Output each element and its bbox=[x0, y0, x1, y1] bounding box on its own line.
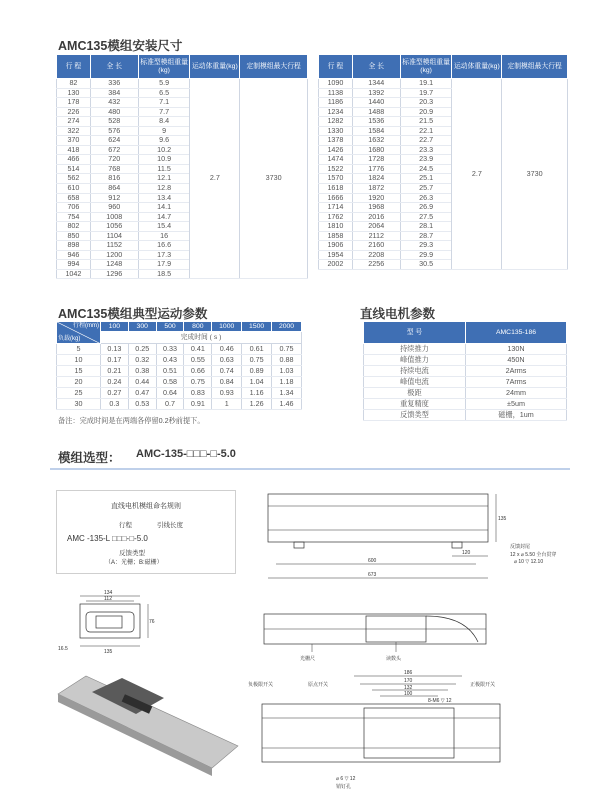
divider bbox=[50, 468, 570, 470]
motor-table bbox=[363, 321, 567, 421]
table-cell: 1234 bbox=[319, 107, 353, 117]
table-cell: 25.7 bbox=[400, 184, 452, 194]
table-cell: 23.3 bbox=[400, 145, 452, 155]
dim-120: 120 bbox=[462, 550, 471, 556]
table-cell: 30 bbox=[57, 399, 101, 410]
dim-134: 134 bbox=[104, 590, 113, 596]
table-cell: 9.6 bbox=[138, 136, 190, 146]
table-row bbox=[57, 366, 302, 377]
stroke-500: 500 bbox=[156, 322, 184, 332]
table-cell: 1104 bbox=[90, 231, 138, 241]
table-cell: 0.46 bbox=[212, 344, 242, 355]
label-m6: 8-M6 ▽ 12 bbox=[428, 698, 452, 704]
table-cell: 1.26 bbox=[242, 399, 272, 410]
col-max-stroke: 定制模组最大行程 bbox=[502, 55, 568, 79]
table-cell: 10.9 bbox=[138, 155, 190, 165]
table-cell: 0.33 bbox=[156, 344, 184, 355]
col-max-stroke: 定制模组最大行程 bbox=[240, 55, 308, 79]
col-stroke: 行 程 bbox=[57, 55, 91, 79]
table-cell: 384 bbox=[90, 88, 138, 98]
table-cell: 898 bbox=[57, 241, 91, 251]
table-cell: 12.8 bbox=[138, 184, 190, 194]
side-view-drawing bbox=[256, 486, 576, 586]
max-stroke-cell: 3730 bbox=[240, 79, 308, 279]
col-moving-weight: 运动体重量(kg) bbox=[190, 55, 240, 79]
label-neg-limit: 负极限开关 bbox=[248, 682, 274, 688]
dim-132: 132 bbox=[404, 685, 413, 691]
table-cell: 2016 bbox=[352, 212, 400, 222]
table-cell: 1522 bbox=[319, 164, 353, 174]
table-cell: 1200 bbox=[90, 250, 138, 260]
table-cell: 1090 bbox=[319, 79, 353, 89]
section1-title: AMC135模组安装尺寸 bbox=[58, 39, 183, 53]
table-cell: 1906 bbox=[319, 241, 353, 251]
col-stroke: 行 程 bbox=[319, 55, 353, 79]
table-cell: 1440 bbox=[352, 98, 400, 108]
table-row bbox=[364, 344, 567, 355]
table-cell: 24.5 bbox=[400, 164, 452, 174]
table-cell: 14.7 bbox=[138, 212, 190, 222]
table-cell: 610 bbox=[57, 184, 91, 194]
table-cell: 0.93 bbox=[212, 388, 242, 399]
table-cell: 802 bbox=[57, 222, 91, 232]
table-cell: 0.84 bbox=[212, 377, 242, 388]
table-cell: 1186 bbox=[319, 98, 353, 108]
table-row bbox=[364, 366, 567, 377]
table-cell: 0.83 bbox=[184, 388, 212, 399]
table-cell: 反馈类型 bbox=[364, 410, 466, 421]
table-row bbox=[364, 388, 567, 399]
table-cell: 0.24 bbox=[101, 377, 129, 388]
table-cell: 658 bbox=[57, 193, 91, 203]
table-row bbox=[57, 399, 302, 410]
table-cell: 22.7 bbox=[400, 136, 452, 146]
table-cell: 1570 bbox=[319, 174, 353, 184]
col-weight: 标准型模组重量(kg) bbox=[400, 55, 452, 79]
stroke-800: 800 bbox=[184, 322, 212, 332]
stroke-300: 300 bbox=[128, 322, 156, 332]
table-cell: 0.66 bbox=[184, 366, 212, 377]
table-cell: 2002 bbox=[319, 260, 353, 270]
table-cell: 2256 bbox=[352, 260, 400, 270]
table-cell: 27.5 bbox=[400, 212, 452, 222]
table-cell: 2160 bbox=[352, 241, 400, 251]
table-cell: 5 bbox=[57, 344, 101, 355]
dim-170: 170 bbox=[404, 678, 413, 684]
table-cell: 1282 bbox=[319, 117, 353, 127]
table-cell: 15 bbox=[57, 366, 101, 377]
table-cell: 29.3 bbox=[400, 241, 452, 251]
table-cell: 0.27 bbox=[101, 388, 129, 399]
table-cell: 1152 bbox=[90, 241, 138, 251]
naming-feedback-options: （A：光栅；B:磁栅） bbox=[105, 560, 163, 566]
table-cell: 11.5 bbox=[138, 164, 190, 174]
table-row bbox=[319, 79, 568, 89]
table-cell: 2208 bbox=[352, 250, 400, 260]
table-cell: 25.1 bbox=[400, 174, 452, 184]
table-cell: 130 bbox=[57, 88, 91, 98]
table-cell: 178 bbox=[57, 98, 91, 108]
table-cell: 0.44 bbox=[128, 377, 156, 388]
middle-view-drawing bbox=[256, 604, 506, 664]
max-stroke-cell: 3730 bbox=[502, 79, 568, 270]
table-cell: 20.9 bbox=[400, 107, 452, 117]
corner-bottom: 负载(kg) bbox=[58, 336, 81, 342]
table-cell: 0.13 bbox=[101, 344, 129, 355]
naming-stroke: 行程 bbox=[119, 522, 132, 529]
table-cell: 562 bbox=[57, 174, 91, 184]
table-cell: 912 bbox=[90, 193, 138, 203]
table-cell: 1056 bbox=[90, 222, 138, 232]
table-cell: 432 bbox=[90, 98, 138, 108]
table-cell: 0.63 bbox=[212, 355, 242, 366]
table-cell: 1680 bbox=[352, 145, 400, 155]
table-cell: 1138 bbox=[319, 88, 353, 98]
table-cell: 29.9 bbox=[400, 250, 452, 260]
naming-code: AMC -135-L □□□-□-5.0 bbox=[67, 534, 148, 543]
dim-673: 673 bbox=[368, 572, 377, 578]
table-cell: 226 bbox=[57, 107, 91, 117]
table-cell: 峰值电流 bbox=[364, 377, 466, 388]
table-cell: 514 bbox=[57, 164, 91, 174]
table-cell: 82 bbox=[57, 79, 91, 89]
table-cell: 1872 bbox=[352, 184, 400, 194]
table-cell: 322 bbox=[57, 126, 91, 136]
table-cell: 0.75 bbox=[272, 344, 302, 355]
table-cell: 576 bbox=[90, 126, 138, 136]
table-cell: 1776 bbox=[352, 164, 400, 174]
install-table-right bbox=[318, 54, 568, 270]
stroke-2000: 2000 bbox=[272, 322, 302, 332]
table-cell: 14.1 bbox=[138, 203, 190, 213]
table-cell: 1.46 bbox=[272, 399, 302, 410]
table-cell: 26.9 bbox=[400, 203, 452, 213]
table-cell: 7Arms bbox=[466, 377, 567, 388]
table-cell: 466 bbox=[57, 155, 91, 165]
table-cell: 重复精度 bbox=[364, 399, 466, 410]
motion-table bbox=[56, 321, 302, 410]
table-cell: 1474 bbox=[319, 155, 353, 165]
table-cell: 16 bbox=[138, 231, 190, 241]
table-cell: 极距 bbox=[364, 388, 466, 399]
dim-100: 100 bbox=[404, 691, 413, 697]
section4-title: 模组选型： bbox=[58, 451, 121, 465]
table-cell: 20.3 bbox=[400, 98, 452, 108]
table-cell: 持续推力 bbox=[364, 344, 466, 355]
table-cell: 1858 bbox=[319, 231, 353, 241]
table-cell: 1632 bbox=[352, 136, 400, 146]
table-cell: 450N bbox=[466, 355, 567, 366]
naming-feedback: 反馈类型 bbox=[119, 550, 145, 557]
table-cell: 0.21 bbox=[101, 366, 129, 377]
table-cell: 0.91 bbox=[184, 399, 212, 410]
table-cell: 0.38 bbox=[128, 366, 156, 377]
table-cell: 274 bbox=[57, 117, 91, 127]
table-row bbox=[57, 344, 302, 355]
table-cell: 1330 bbox=[319, 126, 353, 136]
table-cell: 15.4 bbox=[138, 222, 190, 232]
dim-186: 186 bbox=[404, 670, 413, 676]
table-cell: 17.3 bbox=[138, 250, 190, 260]
naming-lead: 引线长度 bbox=[157, 522, 183, 529]
table-cell: 9 bbox=[138, 126, 190, 136]
table-cell: 28.7 bbox=[400, 231, 452, 241]
table-cell: 624 bbox=[90, 136, 138, 146]
table-cell: 0.25 bbox=[128, 344, 156, 355]
completion-time-header: 完成时间 ( s ) bbox=[101, 332, 302, 344]
table-cell: 0.3 bbox=[101, 399, 129, 410]
motion-note: 备注：完成时间是在两端各停留0.2秒前提下。 bbox=[58, 416, 205, 425]
table-cell: 26.3 bbox=[400, 193, 452, 203]
col-length: 全 长 bbox=[90, 55, 138, 79]
label-pos-limit: 正极限开关 bbox=[470, 682, 496, 688]
table-cell: 1248 bbox=[90, 260, 138, 270]
table-cell: 1920 bbox=[352, 193, 400, 203]
table-cell: 1008 bbox=[90, 212, 138, 222]
motor-header-model: 型 号 bbox=[364, 322, 466, 344]
table-cell: 17.9 bbox=[138, 260, 190, 270]
table-cell: 1536 bbox=[352, 117, 400, 127]
col-moving-weight: 运动体重量(kg) bbox=[452, 55, 502, 79]
table-cell: 480 bbox=[90, 107, 138, 117]
corner-top: 行程(mm) bbox=[73, 323, 99, 329]
table-cell: 1488 bbox=[352, 107, 400, 117]
table-cell: 13.4 bbox=[138, 193, 190, 203]
table-cell: 21.5 bbox=[400, 117, 452, 127]
table-cell: 2112 bbox=[352, 231, 400, 241]
table-row bbox=[57, 388, 302, 399]
model-code: AMC-135-□□□-□-5.0 bbox=[136, 448, 236, 460]
table-cell: 720 bbox=[90, 155, 138, 165]
table-cell: 5.9 bbox=[138, 79, 190, 89]
table-cell: 1.16 bbox=[242, 388, 272, 399]
moving-weight-cell: 2.7 bbox=[452, 79, 502, 270]
top-view-drawing bbox=[248, 668, 510, 808]
table-cell: 0.41 bbox=[184, 344, 212, 355]
table-row bbox=[364, 410, 567, 421]
table-cell: 10.2 bbox=[138, 145, 190, 155]
label-read-head: 读数头 bbox=[386, 656, 402, 662]
table-row bbox=[364, 399, 567, 410]
table-cell: 0.53 bbox=[128, 399, 156, 410]
table-row bbox=[57, 79, 308, 89]
table-cell: 0.51 bbox=[156, 366, 184, 377]
table-cell: 1042 bbox=[57, 269, 91, 279]
table-cell: 1344 bbox=[352, 79, 400, 89]
table-cell: 峰值推力 bbox=[364, 355, 466, 366]
table-cell: 1296 bbox=[90, 269, 138, 279]
section3-title: 直线电机参数 bbox=[360, 307, 436, 321]
dim-135: 135 bbox=[104, 649, 113, 655]
table-row bbox=[57, 355, 302, 366]
install-table-left bbox=[56, 54, 308, 279]
table-cell: 24mm bbox=[466, 388, 567, 399]
table-cell: 0.58 bbox=[156, 377, 184, 388]
label-pin-hole: 销钉孔 bbox=[336, 784, 352, 790]
table-cell: 7.1 bbox=[138, 98, 190, 108]
table-cell: 12.1 bbox=[138, 174, 190, 184]
note-counterbore: ⌀ 10 ▽ 12.10 bbox=[514, 559, 544, 565]
table-cell: 6.5 bbox=[138, 88, 190, 98]
table-cell: 418 bbox=[57, 145, 91, 155]
table-cell: 706 bbox=[57, 203, 91, 213]
table-cell: 1392 bbox=[352, 88, 400, 98]
stroke-1500: 1500 bbox=[242, 322, 272, 332]
table-row bbox=[57, 377, 302, 388]
dim-112: 112 bbox=[104, 596, 112, 602]
table-cell: 1728 bbox=[352, 155, 400, 165]
table-cell: 22.1 bbox=[400, 126, 452, 136]
table-cell: 1378 bbox=[319, 136, 353, 146]
table-cell: 0.88 bbox=[272, 355, 302, 366]
dim-16-5: 16.5 bbox=[58, 646, 68, 652]
table-cell: 8.4 bbox=[138, 117, 190, 127]
table-cell: 768 bbox=[90, 164, 138, 174]
table-cell: 1.04 bbox=[242, 377, 272, 388]
table-cell: 1824 bbox=[352, 174, 400, 184]
table-cell: 0.43 bbox=[156, 355, 184, 366]
table-cell: 850 bbox=[57, 231, 91, 241]
table-cell: 30.5 bbox=[400, 260, 452, 270]
table-cell: 1 bbox=[212, 399, 242, 410]
table-cell: 1714 bbox=[319, 203, 353, 213]
dim-600: 600 bbox=[368, 558, 377, 564]
table-cell: 528 bbox=[90, 117, 138, 127]
table-cell: 0.55 bbox=[184, 355, 212, 366]
table-cell: 864 bbox=[90, 184, 138, 194]
table-cell: 994 bbox=[57, 260, 91, 270]
note-feedback: 反馈封尾 bbox=[510, 544, 531, 550]
table-cell: 0.64 bbox=[156, 388, 184, 399]
table-cell: 1618 bbox=[319, 184, 353, 194]
table-row bbox=[364, 377, 567, 388]
table-cell: 19.1 bbox=[400, 79, 452, 89]
table-cell: 25 bbox=[57, 388, 101, 399]
table-cell: 2064 bbox=[352, 222, 400, 232]
table-cell: 370 bbox=[57, 136, 91, 146]
naming-title: 直线电机模组命名规则 bbox=[111, 503, 181, 510]
dim-135-side: 135 bbox=[498, 516, 507, 522]
table-cell: 130N bbox=[466, 344, 567, 355]
table-cell: 16.6 bbox=[138, 241, 190, 251]
table-cell: 1666 bbox=[319, 193, 353, 203]
table-cell: 持续电流 bbox=[364, 366, 466, 377]
table-cell: 960 bbox=[90, 203, 138, 213]
corner-cell bbox=[57, 322, 101, 344]
module-render bbox=[52, 672, 242, 782]
label-scale: 光栅尺 bbox=[300, 656, 316, 662]
moving-weight-cell: 2.7 bbox=[190, 79, 240, 279]
table-cell: 0.75 bbox=[184, 377, 212, 388]
table-cell: 754 bbox=[57, 212, 91, 222]
label-pin: ⌀ 6 ▽ 12 bbox=[336, 776, 356, 782]
table-cell: 672 bbox=[90, 145, 138, 155]
table-cell: 19.7 bbox=[400, 88, 452, 98]
stroke-100: 100 bbox=[101, 322, 129, 332]
table-cell: 1810 bbox=[319, 222, 353, 232]
table-cell: 0.74 bbox=[212, 366, 242, 377]
section2-title: AMC135模组典型运动参数 bbox=[58, 307, 208, 321]
table-cell: 20 bbox=[57, 377, 101, 388]
table-cell: 1.18 bbox=[272, 377, 302, 388]
motor-header-value: AMC135-186 bbox=[466, 322, 567, 344]
table-cell: 0.61 bbox=[242, 344, 272, 355]
table-cell: 1.34 bbox=[272, 388, 302, 399]
table-cell: 10 bbox=[57, 355, 101, 366]
naming-rule-box bbox=[56, 490, 236, 574]
table-cell: 1954 bbox=[319, 250, 353, 260]
stroke-1000: 1000 bbox=[212, 322, 242, 332]
table-cell: 0.89 bbox=[242, 366, 272, 377]
cross-section-drawing bbox=[56, 588, 156, 656]
table-cell: 0.17 bbox=[101, 355, 129, 366]
table-cell: 1426 bbox=[319, 145, 353, 155]
table-cell: 23.9 bbox=[400, 155, 452, 165]
label-origin: 原点开关 bbox=[308, 682, 329, 688]
col-length: 全 长 bbox=[352, 55, 400, 79]
table-row bbox=[364, 355, 567, 366]
table-cell: 0.32 bbox=[128, 355, 156, 366]
table-cell: 磁栅，1um bbox=[466, 410, 567, 421]
table-cell: 18.5 bbox=[138, 269, 190, 279]
col-weight: 标准型模组重量(kg) bbox=[138, 55, 190, 79]
note-holes: 12 x ⌀ 5.50 全台贯穿 bbox=[510, 552, 557, 558]
table-cell: 28.1 bbox=[400, 222, 452, 232]
table-cell: 7.7 bbox=[138, 107, 190, 117]
dim-76: 76 bbox=[149, 619, 155, 625]
table-cell: ±5um bbox=[466, 399, 567, 410]
table-cell: 0.7 bbox=[156, 399, 184, 410]
table-cell: 336 bbox=[90, 79, 138, 89]
table-cell: 1584 bbox=[352, 126, 400, 136]
table-cell: 816 bbox=[90, 174, 138, 184]
table-cell: 2Arms bbox=[466, 366, 567, 377]
table-cell: 1968 bbox=[352, 203, 400, 213]
table-cell: 946 bbox=[57, 250, 91, 260]
table-cell: 1762 bbox=[319, 212, 353, 222]
table-cell: 0.75 bbox=[242, 355, 272, 366]
table-cell: 0.47 bbox=[128, 388, 156, 399]
table-cell: 1.03 bbox=[272, 366, 302, 377]
